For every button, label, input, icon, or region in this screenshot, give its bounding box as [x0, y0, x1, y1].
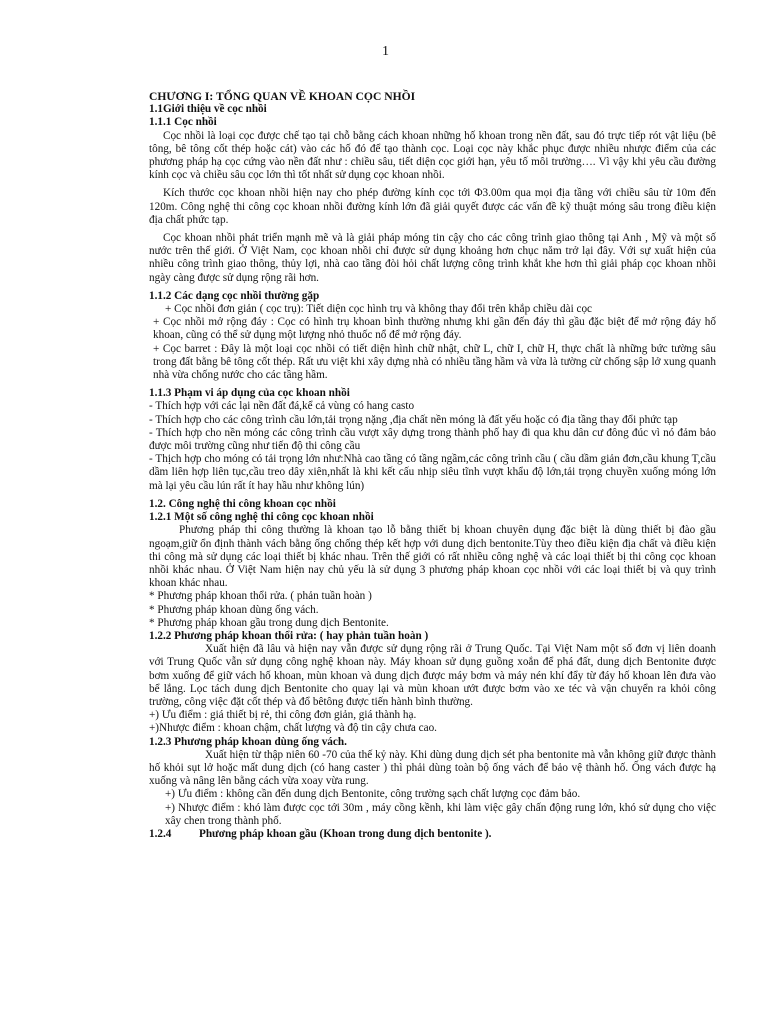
section-heading-1-2-1: 1.2.1 Một số công nghệ thi công cọc khoan nhồi — [149, 511, 374, 524]
disadvantage-item: +) Nhược điểm : khó làm được cọc tới 30m , máy cồng kềnh, khi làm việc gây chấn động rung lớn, khó sử dụng cho việc xây chen trong thành phố. — [165, 801, 716, 827]
list-item: - Thích hợp cho các công trình cầu lớn,tải trọng nặng ,địa chất nền móng là đất yếu hoặc có địa tầng thay đổi phức tạp — [149, 413, 678, 426]
list-item: + Cọc nhồi mở rộng đáy : Cọc có hình trụ khoan bình thường nhưng khi gần đến đáy thì gầu đặc biệt để mở rộng đáy hố khoan, cũng có thể sử dụng một lượng nhỏ thuốc nổ để mở rộng đáy. — [153, 316, 716, 342]
page-number: 1 — [382, 44, 389, 59]
document-body — [149, 90, 716, 841]
list-item: - Thích hợp cho nền móng các công trình cầu vượt xây dựng trong thành phố hay đi qua khu dân cư đông đúc vì nó đảm bảo được môi trường cũng như tiến độ thi công cầu — [149, 426, 716, 453]
section-number: 1.2.4 — [149, 827, 172, 840]
list-item: - Thịch hợp cho móng có tải trọng lớn như:Nhà cao tầng có tầng ngầm,các công trình cầu ( cầu dầm giản đơn,cầu khung T,cầu dầm liên hợp liên tục,cầu treo dây xiên,nhất là khi kết cấu nhịp siêu tĩnh vượt khẩu độ lớn,tải trọng chuyền xuống móng lớn mà lại yêu cầu lún rất ít hay hầu như không lún) — [149, 453, 716, 492]
section-heading-1-1: 1.1Giới thiệu về cọc nhồi — [149, 103, 267, 116]
list-item: - Thích hợp với các lại nền đất đá,kể cả vùng có hang casto — [149, 400, 415, 413]
disadvantage-item: +)Nhược điểm : khoan chậm, chất lượng và độ tin cậy chưa cao. — [149, 722, 437, 735]
section-heading-1-1-2: 1.1.2 Các dạng cọc nhồi thường gặp — [149, 289, 320, 302]
section-heading-1-2: 1.2. Công nghệ thi công khoan cọc nhồi — [149, 497, 336, 510]
paragraph: Cọc khoan nhồi phát triển mạnh mẽ và là giải pháp móng tin cậy cho các công trình giao thông tại Anh , Mỹ và một số nước trên thế giới. Ở Việt Nam, cọc khoan nhồi chỉ được sử dụng khoảng hơn chục năm trở lại đây. Với sự xuất hiện của nhiều công trình giao thông, thủy lợi, nhà cao tầng đòi hỏi chất lượng công trình khắt khe hơn thì giải pháp cọc khoan nhồi ngày càng được sử dụng rộng rãi hơn. — [149, 232, 716, 284]
section-heading-1-1-3: 1.1.3 Phạm vi áp dụng của cọc khoan nhồi — [149, 387, 350, 400]
list-item: + Cọc nhồi đơn giản ( cọc trụ): Tiết diện cọc hình trụ và không thay đổi trên khắp chiều dài cọc — [165, 303, 592, 316]
section-heading-1-2-4 — [149, 828, 716, 841]
section-heading-1-2-3: 1.2.3 Phương pháp khoan dùng ống vách. — [149, 735, 347, 748]
paragraph: Phương pháp thi công thường là khoan tạo lỗ bằng thiết bị khoan chuyên dụng đặc biệt là dùng thiết bị đào gầu ngoạm,giữ ổn định thành vách bằng ống chống thép kết hợp với dung dịch bentonite.Tùy theo điều kiện địa chất và điều kiện thi công mà sử dụng các loại thiết bị khác nhau. Trên thế giới có rất nhiều công nghệ và các loại thiết bị thi công cọc khoan nhồi khác nhau. Ở Việt Nam hiện nay chủ yếu là sử dụng 3 phương pháp khoan cọc nhồi với các loại thiết bị và quy trình khoan khác nhau. — [149, 524, 716, 590]
section-title: Phương pháp khoan gầu (Khoan trong dung dịch bentonite ). — [199, 827, 492, 840]
list-item: * Phương pháp khoan gầu trong dung dịch Bentonite. — [149, 616, 389, 629]
list-item: * Phương pháp khoan dùng ống vách. — [149, 603, 319, 616]
advantage-item: +) Ưu điểm : giá thiết bị rẻ, thi công đơn giản, giá thành hạ. — [149, 709, 417, 722]
advantage-item: +) Ưu điểm : không cần đến dung dịch Bentonite, công trường sạch chất lượng cọc đảm bảo. — [165, 788, 581, 801]
section-heading-1-2-2: 1.2.2 Phương pháp khoan thổi rửa: ( hay phản tuần hoàn ) — [149, 629, 429, 642]
list-item: * Phương pháp khoan thổi rửa. ( phản tuần hoàn ) — [149, 590, 372, 603]
paragraph: Xuất hiện đã lâu và hiện nay vẫn được sử dụng rộng rãi ở Trung Quốc. Tại Việt Nam một số đơn vị liên doanh với Trung Quốc vẫn sử dụng công nghệ khoan này. Máy khoan sử dụng guồng xoắn để phá đất, dung dịch Bentonite được bơm xuống để giữ vách hố khoan, mùn khoan và dung dịch được máy bơm và máy nén khí đẩy từ đáy hố khoan lên đưa vào bể lắng. Lọc tách dung dịch Bentonite cho quay lại và mùn khoan ướt được bơm vào xe téc và vận chuyển ra khỏi công trường, công việc đặt cốt thép và đổ bêtông được tiến hành bình thường. — [149, 643, 716, 708]
list-item: + Cọc barret : Đây là một loại cọc nhồi có tiết diện hình chữ nhật, chữ L, chữ I, chữ H, thực chất là những bức tường sâu trong đất bằng bê tông cốt thép. Rất ưu việt khi xây dựng nhà có nhiều tầng hầm và vừa là tường cừ chống sập lở xung quanh nhà vừa chống nước cho các tầng hầm. — [153, 342, 716, 382]
section-heading-1-1-1: 1.1.1 Cọc nhồi — [149, 116, 217, 129]
paragraph: Xuất hiện từ thập niên 60 -70 của thế kỷ này. Khi dùng dung dịch sét pha bentonite mà vẫn không giữ được thành hố khỏi sụt lở hoặc mất dung dịch (có hang caster ) thì phải dùng toàn bộ ống vách để bảo vệ thành hố. Ống vách được hạ xuống và nâng lên bằng cách vừa xoay vừa rung. — [149, 748, 716, 788]
chapter-title: CHƯƠNG I: TỔNG QUAN VỀ KHOAN CỌC NHỒI — [149, 90, 416, 103]
paragraph: Kích thước cọc khoan nhồi hiện nay cho phép đường kính cọc tới Φ3.00m qua mọi địa tầng với chiều sâu từ 10m đến 120m. Công nghệ thi công cọc khoan nhồi đường kính lớn đã giải quyết được các vấn đề kỹ thuật móng sâu trong điều kiện địa chất phức tạp. — [149, 187, 716, 226]
paragraph: Cọc nhồi là loại cọc được chế tạo tại chỗ bằng cách khoan những hố khoan trong nền đất, sau đó trực tiếp rót vật liệu (bê tông, bê tông cốt thép hoặc cát) vào các hố đó để tạo thành cọc. Loại cọc này khắc phục được nhiều nhược điểm của các phương pháp hạ cọc cứng vào nền đất như : chiều sâu, tiết diện cọc giới hạn, yêu tố môi trường…. Vì vậy khi yêu cầu đường kính cọc và chiều sâu cọc lớn thì tốt nhất sử dụng cọc khoan nhồi. — [149, 129, 716, 182]
